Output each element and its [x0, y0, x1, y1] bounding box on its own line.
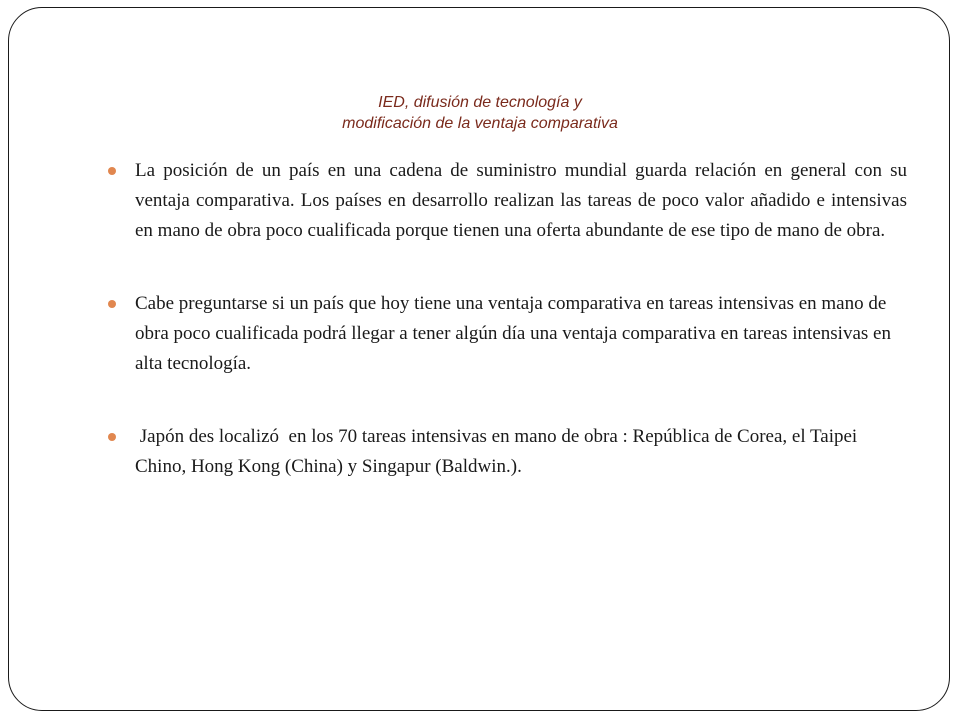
bullet-item-3 — [108, 422, 907, 482]
bullet-text: Japón des localizó en los 70 tareas intensivas en mano de obra : República de Corea, el Taipei Chino, Hong Kong (China) y Singapur (Baldwin.). — [135, 426, 862, 477]
slide-title-line-1: IED, difusión de tecnología y — [378, 94, 582, 111]
bullet-list — [108, 156, 907, 482]
bullet-marker-icon — [108, 300, 116, 308]
bullet-marker-icon — [108, 167, 116, 175]
slide-title — [0, 92, 960, 134]
bullet-item-1 — [108, 156, 907, 246]
bullet-item-2 — [108, 289, 907, 379]
bullet-text: La posición de un país en una cadena de suministro mundial guarda relación en general con su ventaja comparativa. Los países en desarrollo realizan las tareas de poco valor añadido e intensivas en mano de obra poco cualificada porque tienen una oferta abundante de ese tipo de mano de obra. — [135, 160, 907, 241]
bullet-marker-icon — [108, 433, 116, 441]
slide-title-line-2: modificación de la ventaja comparativa — [342, 115, 618, 132]
bullet-text: Cabe preguntarse si un país que hoy tiene una ventaja comparativa en tareas intensivas en mano de obra poco cualificada podrá llegar a tener algún día una ventaja comparativa en tareas intensivas en alta tecnología. — [135, 293, 891, 374]
